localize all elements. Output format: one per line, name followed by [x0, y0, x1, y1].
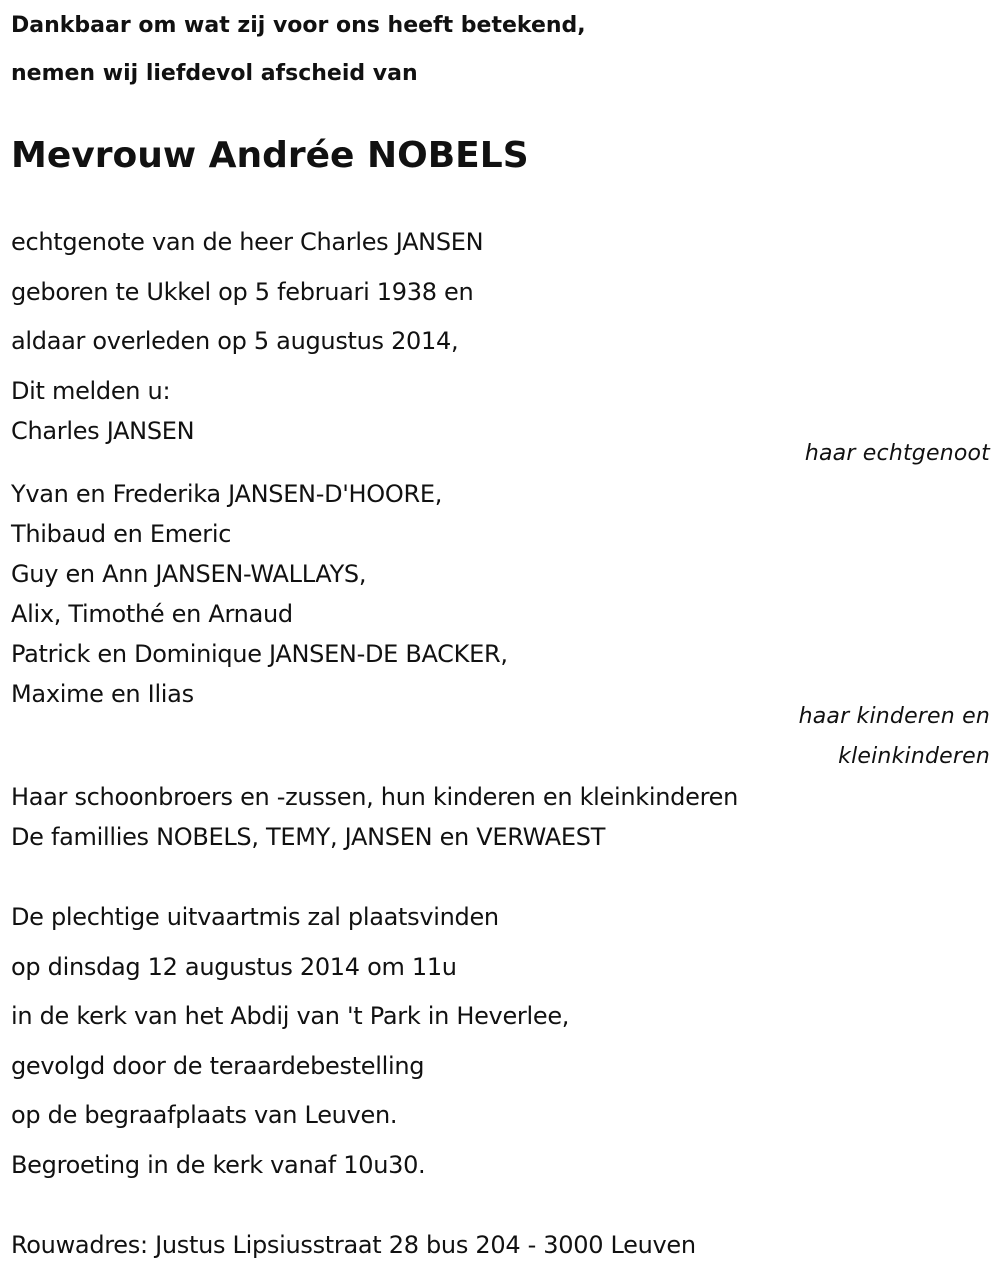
ceremony-line: in de kerk van het Abdij van 't Park in Heverlee,	[11, 1002, 570, 1030]
children-line: Thibaud en Emeric	[11, 520, 232, 548]
others-line: Haar schoonbroers en -zussen, hun kinderen en kleinkinderen	[11, 783, 738, 811]
ceremony-line: De plechtige uitvaartmis zal plaatsvinden	[11, 903, 499, 931]
mourning-address: Rouwadres: Justus Lipsiusstraat 28 bus 204 - 3000 Leuven	[11, 1231, 696, 1259]
others-line: De famillies NOBELS, TEMY, JANSEN en VERWAEST	[11, 823, 606, 851]
children-line: Patrick en Dominique JANSEN-DE BACKER,	[11, 640, 508, 668]
children-line: Guy en Ann JANSEN-WALLAYS,	[11, 560, 367, 588]
spouse-name: Charles JANSEN	[11, 417, 195, 445]
children-role-line-2: kleinkinderen	[838, 744, 990, 769]
intro-line-2: nemen wij liefdevol afscheid van	[11, 61, 418, 86]
children-role-line-1: haar kinderen en	[798, 704, 990, 729]
deceased-name: Mevrouw Andrée NOBELS	[11, 135, 529, 176]
detail-spouse: echtgenote van de heer Charles JANSEN	[11, 228, 484, 256]
children-line: Yvan en Frederika JANSEN-D'HOORE,	[11, 480, 443, 508]
announcement-label: Dit melden u:	[11, 377, 171, 405]
ceremony-line: Begroeting in de kerk vanaf 10u30.	[11, 1151, 426, 1179]
detail-death: aldaar overleden op 5 augustus 2014,	[11, 327, 459, 355]
children-line: Alix, Timothé en Arnaud	[11, 600, 293, 628]
ceremony-line: gevolgd door de teraardebestelling	[11, 1052, 425, 1080]
ceremony-line: op dinsdag 12 augustus 2014 om 11u	[11, 953, 457, 981]
ceremony-line: op de begraafplaats van Leuven.	[11, 1101, 398, 1129]
intro-line-1: Dankbaar om wat zij voor ons heeft betekend,	[11, 13, 586, 38]
detail-birth: geboren te Ukkel op 5 februari 1938 en	[11, 278, 474, 306]
spouse-role: haar echtgenoot	[804, 441, 990, 466]
children-line: Maxime en Ilias	[11, 680, 194, 708]
